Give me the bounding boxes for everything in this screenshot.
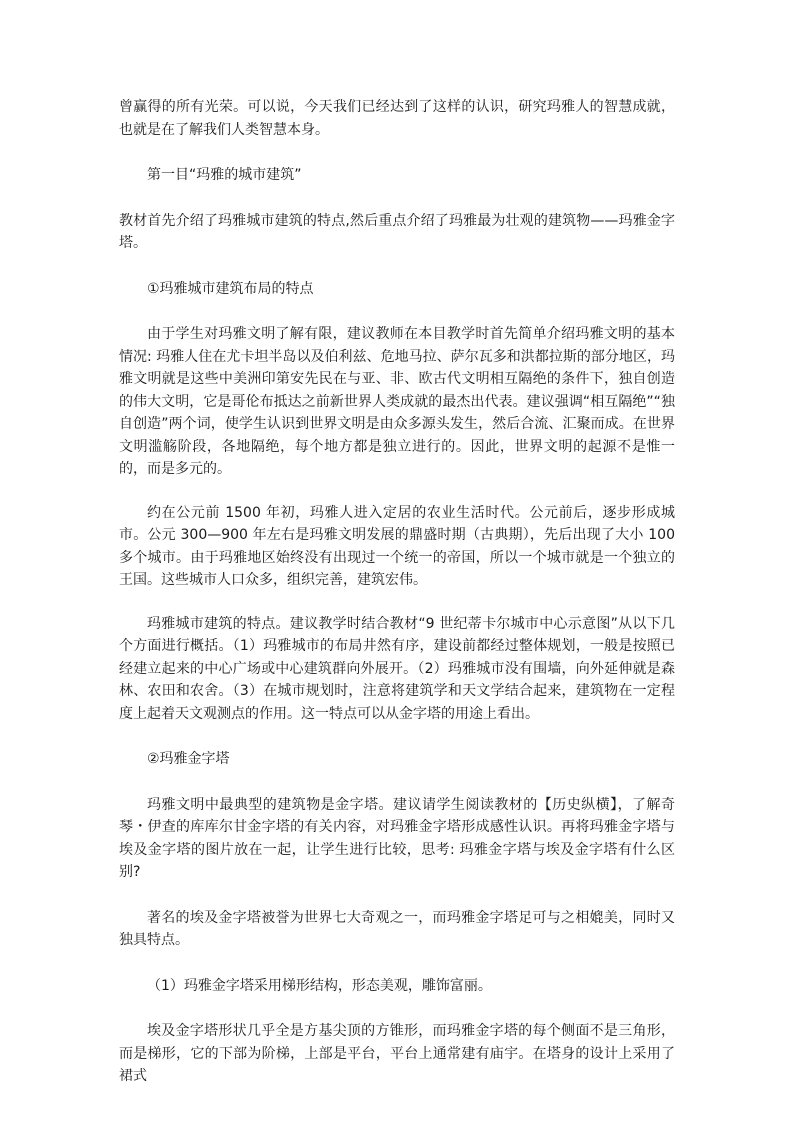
- section-heading-maya-city-architecture: 第一目“玛雅的城市建筑”: [147, 167, 302, 183]
- paragraph-pyramid-typical-building: 玛雅文明中最典型的建筑物是金字塔。建议请学生阅读教材的【历史纵横】，了解奇琴・伊查的库库尔甘金字塔的有关内容，对玛雅金字塔形成感性认识。再将玛雅金字塔与埃及金字塔的图片放在一起，让学生进行比较，思考: 玛雅金字塔与埃及金字塔有什么区别?: [119, 796, 675, 880]
- paragraph-city-architecture-features: 玛雅城市建筑的特点。建议教学时结合教材“9 世纪蒂卡尔城市中心示意图”从以下几个方面进行概括。（1）玛雅城市的布局井然有序，建设前都经过整体规划，一般是按照已经建立起来的中心广场或中心建筑群向外展开。（2）玛雅城市没有围墙，向外延伸就是森林、农田和农舍。（3）在城市规划时，注意将建筑学和天文学结合起来，建筑物在一定程度上起着天文观测点的作用。这一特点可以从金字塔的用途上看出。: [119, 615, 675, 722]
- document-body: [119, 96, 675, 1088]
- paragraph-city-formation: 约在公元前 1500 年初，玛雅人进入定居的农业生活时代。公元前后，逐步形成城市。公元 300—900 年左右是玛雅文明发展的鼎盛时期（古典期），先后出现了大小 100 多个城市。由于玛雅地区始终没有出现过一个统一的帝国，所以一个城市就是一个独立的王国。这些城市人口众多，组织完善，建筑宏伟。: [119, 504, 675, 588]
- subheading-city-layout: ①玛雅城市建筑布局的特点: [147, 280, 314, 297]
- paragraph-pyramid-shape-comparison: 埃及金字塔形状几乎全是方基尖顶的方锥形，而玛雅金字塔的每个侧面不是三角形，而是梯形，它的下部为阶梯，上部是平台，平台上通常建有庙宇。在塔身的设计上采用了裙式: [119, 1023, 675, 1084]
- paragraph-pyramid-trapezoid-point: （1）玛雅金字塔采用梯形结构，形态美观，雕饰富丽。: [147, 977, 492, 994]
- paragraph-intro-continuation: 曾赢得的所有光荣。可以说，今天我们已经达到了这样的认识，研究玛雅人的智慧成就，也就是在了解我们人类智慧本身。: [119, 99, 675, 138]
- paragraph-maya-civilization-background: 由于学生对玛雅文明了解有限，建议教师在本目教学时首先简单介绍玛雅文明的基本情况: 玛雅人住在尤卡坦半岛以及伯利兹、危地马拉、萨尔瓦多和洪都拉斯的部分地区，玛雅文明就是这些中美洲印第安先民在与亚、非、欧古代文明相互隔绝的条件下，独自创造的伟大文明，它是哥伦布抵达之前新世界人类成就的最杰出代表。建议强调“相互隔绝”“独自创造”两个词，使学生认识到世界文明是由众多源头发生，然后合流、汇聚而成。在世界文明滥觞阶段，各地隔绝，每个地方都是独立进行的。因此，世界文明的起源不是惟一的，而是多元的。: [119, 326, 675, 477]
- subheading-maya-pyramid: ②玛雅金字塔: [147, 751, 230, 767]
- paragraph-pyramid-wonder-comparison: 著名的埃及金字塔被誉为世界七大奇观之一，而玛雅金字塔足可与之相媲美，同时又独具特点。: [119, 909, 675, 948]
- paragraph-textbook-overview: 教材首先介绍了玛雅城市建筑的特点,然后重点介绍了玛雅最为壮观的建筑物——玛雅金字塔。: [119, 212, 675, 251]
